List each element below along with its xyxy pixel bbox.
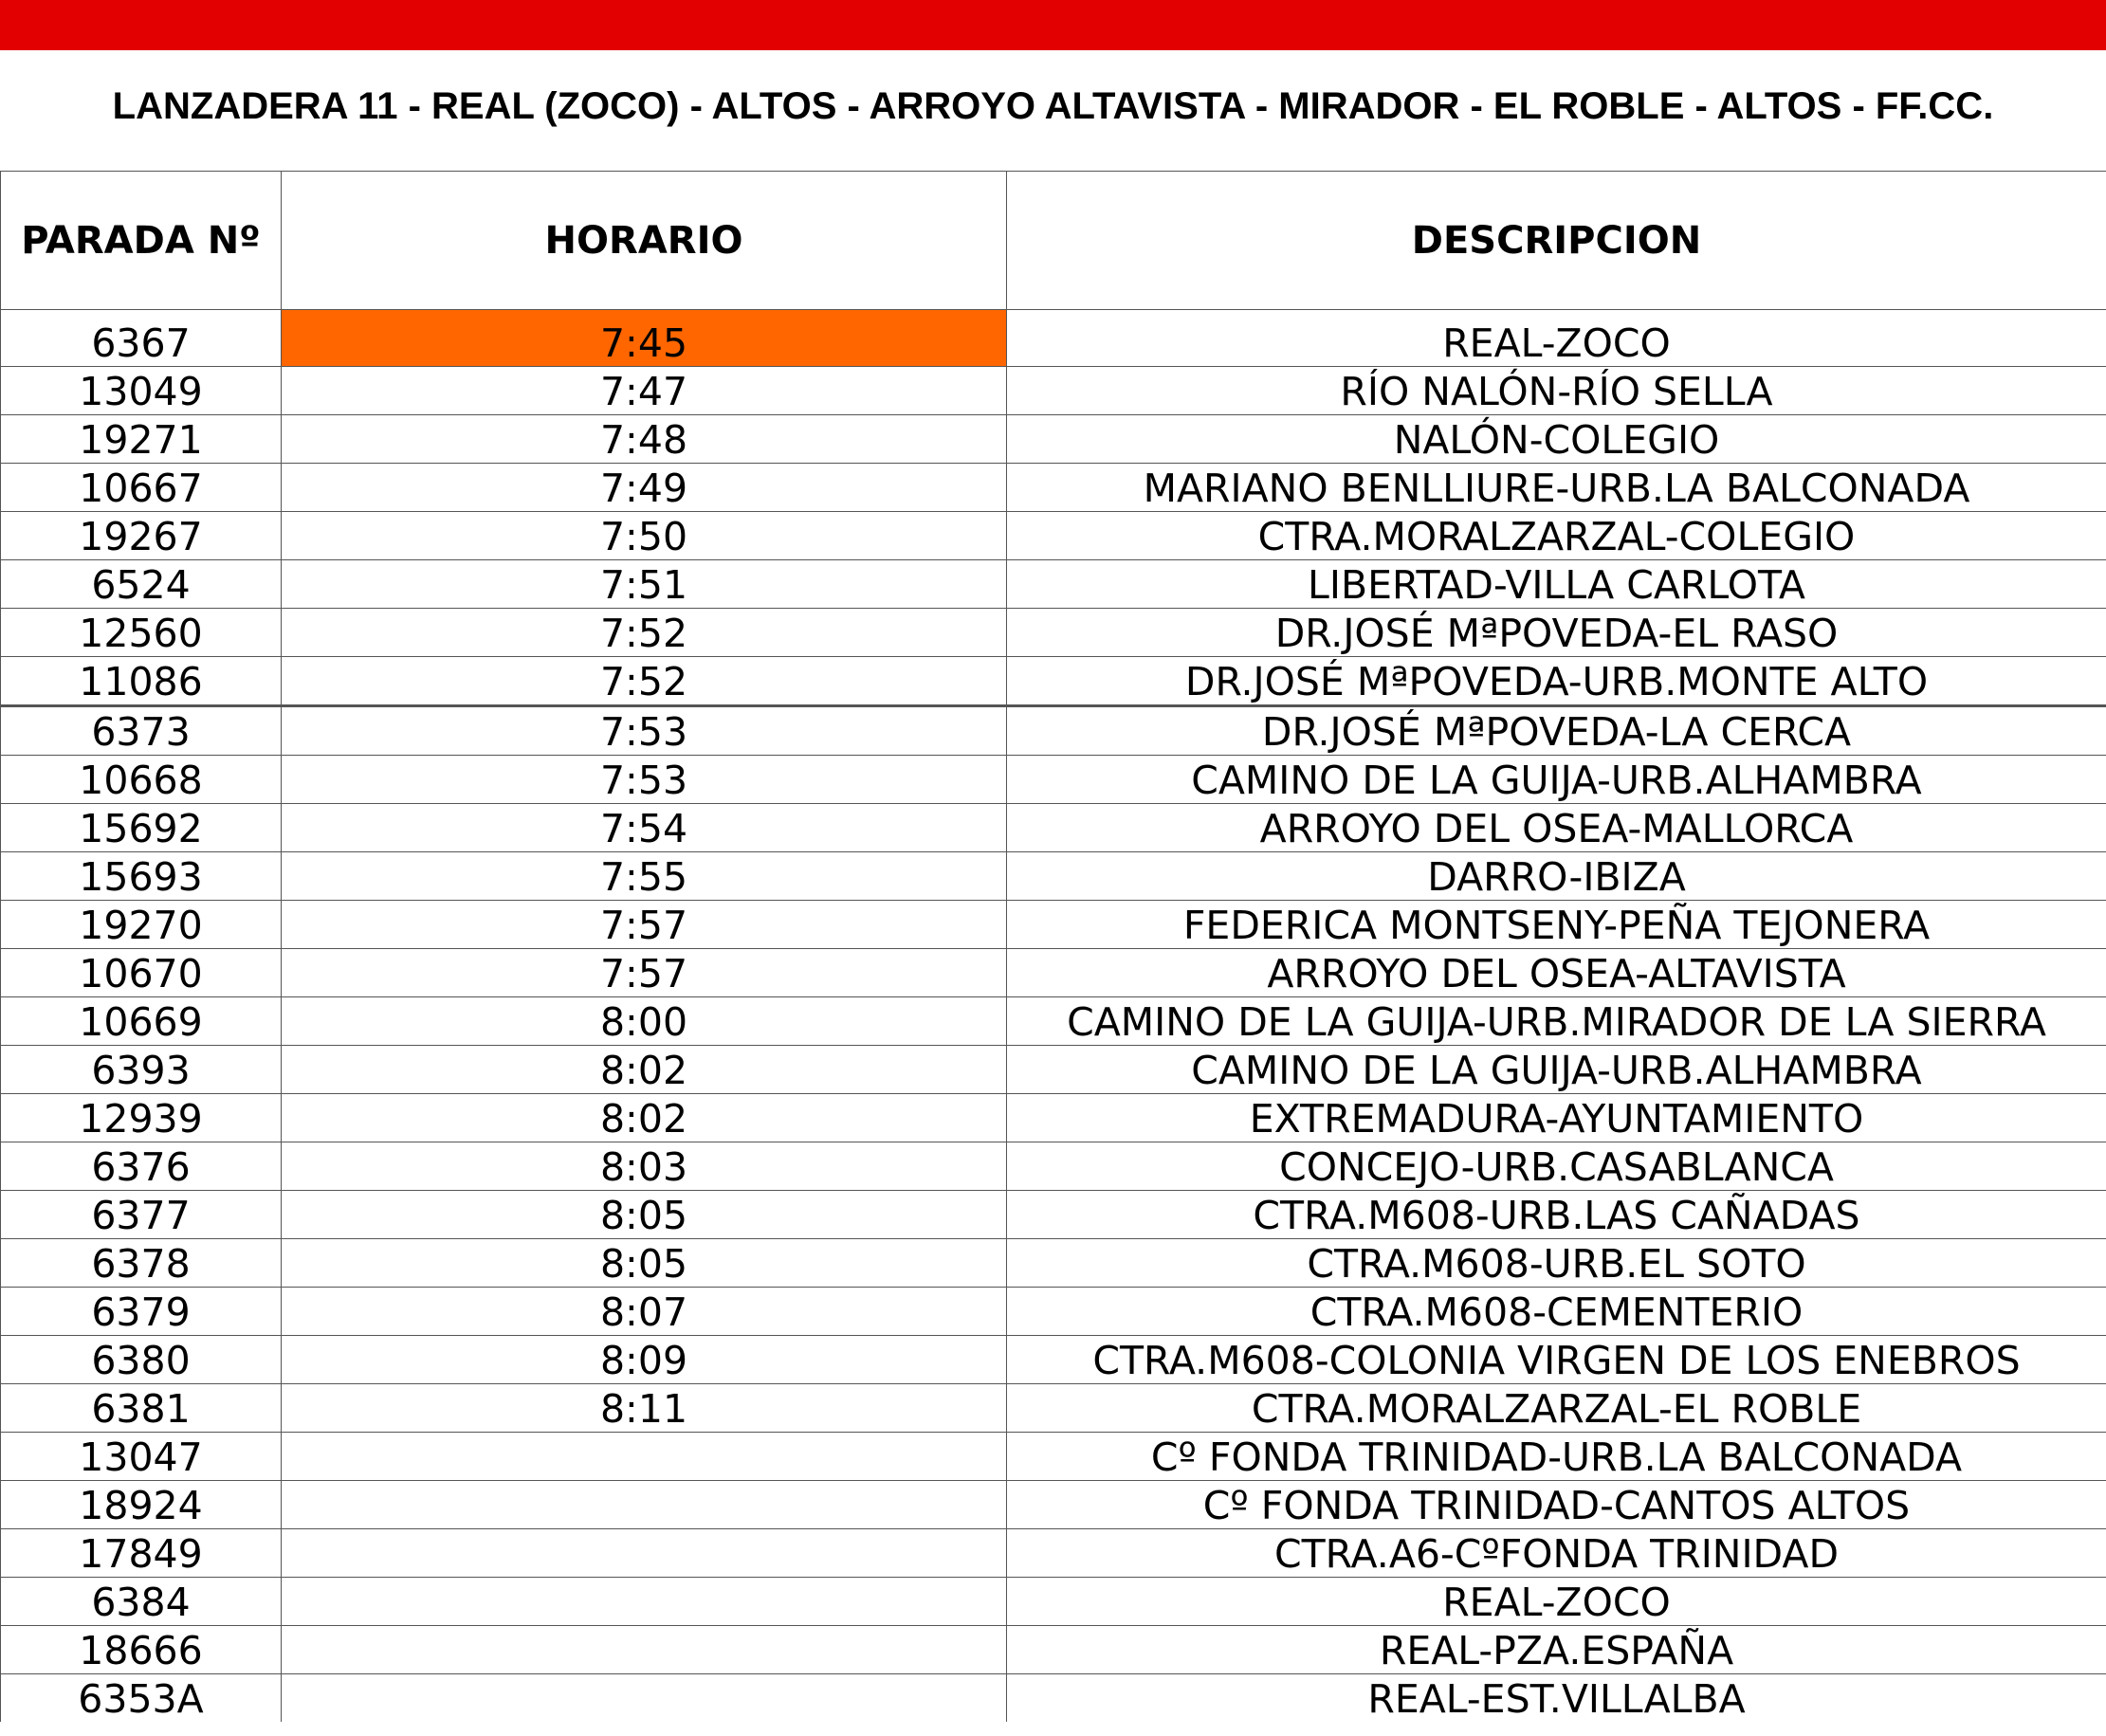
table-row (1, 415, 2106, 464)
stop-description-cell: FEDERICA MONTSENY-PEÑA TEJONERA (1007, 901, 2106, 949)
schedule-time-cell (282, 1626, 1007, 1674)
table-row (1, 1142, 2106, 1191)
stop-description-cell: DR.JOSÉ MªPOVEDA-URB.MONTE ALTO (1007, 657, 2106, 706)
page-title: LANZADERA 11 - REAL (ZOCO) - ALTOS - ARROYO ALTAVISTA - MIRADOR - EL ROBLE - ALTOS - FF.CC. (112, 85, 1994, 127)
table-row (1, 1046, 2106, 1094)
table-row (1, 949, 2106, 997)
stop-description-cell: CAMINO DE LA GUIJA-URB.MIRADOR DE LA SIERRA (1007, 997, 2106, 1046)
stop-number-cell: 6524 (1, 560, 282, 609)
stop-description-cell: DARRO-IBIZA (1007, 852, 2106, 901)
stop-description-cell: Cº FONDA TRINIDAD-CANTOS ALTOS (1007, 1481, 2106, 1529)
stop-number-cell: 6367 (1, 310, 282, 367)
schedule-time-cell: 7:51 (282, 560, 1007, 609)
schedule-time-cell: 8:02 (282, 1094, 1007, 1142)
schedule-time-cell: 7:57 (282, 949, 1007, 997)
stop-description-cell: LIBERTAD-VILLA CARLOTA (1007, 560, 2106, 609)
table-row (1, 901, 2106, 949)
stop-description-cell: MARIANO BENLLIURE-URB.LA BALCONADA (1007, 464, 2106, 512)
stop-description-cell: CTRA.MORALZARZAL-EL ROBLE (1007, 1384, 2106, 1433)
stop-number-cell: 6393 (1, 1046, 282, 1094)
schedule-time-cell: 8:03 (282, 1142, 1007, 1191)
table-row (1, 464, 2106, 512)
stop-number-cell: 6377 (1, 1191, 282, 1239)
stop-number-cell: 6378 (1, 1239, 282, 1288)
stop-number-cell: 15692 (1, 804, 282, 852)
table-row (1, 706, 2106, 756)
stop-number-cell: 10668 (1, 756, 282, 804)
stop-number-cell: 12939 (1, 1094, 282, 1142)
table-row (1, 1578, 2106, 1626)
stop-number-cell: 6384 (1, 1578, 282, 1626)
schedule-time-cell (282, 1674, 1007, 1723)
stop-number-cell: 6380 (1, 1336, 282, 1384)
stop-description-cell: DR.JOSÉ MªPOVEDA-EL RASO (1007, 609, 2106, 657)
stop-number-cell: 17849 (1, 1529, 282, 1578)
table-row (1, 657, 2106, 706)
schedule-time-cell: 7:50 (282, 512, 1007, 560)
stop-number-cell: 11086 (1, 657, 282, 706)
schedule-time-cell: 7:55 (282, 852, 1007, 901)
schedule-time-cell: 7:47 (282, 367, 1007, 415)
table-row (1, 1529, 2106, 1578)
table-row (1, 852, 2106, 901)
stop-number-cell: 18924 (1, 1481, 282, 1529)
stop-number-cell: 6381 (1, 1384, 282, 1433)
stop-number-cell: 12560 (1, 609, 282, 657)
schedule-table (0, 171, 2106, 1722)
schedule-time-cell: 8:02 (282, 1046, 1007, 1094)
stop-description-cell: RÍO NALÓN-RÍO SELLA (1007, 367, 2106, 415)
stop-description-cell: DR.JOSÉ MªPOVEDA-LA CERCA (1007, 706, 2106, 756)
table-row (1, 1384, 2106, 1433)
stop-number-cell: 15693 (1, 852, 282, 901)
table-row (1, 756, 2106, 804)
schedule-time-cell: 8:09 (282, 1336, 1007, 1384)
schedule-time-cell: 7:52 (282, 657, 1007, 706)
stop-description-cell: CTRA.MORALZARZAL-COLEGIO (1007, 512, 2106, 560)
stop-number-cell: 6353A (1, 1674, 282, 1723)
stop-description-cell: EXTREMADURA-AYUNTAMIENTO (1007, 1094, 2106, 1142)
header-schedule: HORARIO (282, 172, 1007, 310)
schedule-time-cell: 7:48 (282, 415, 1007, 464)
stop-description-cell: REAL-ZOCO (1007, 310, 2106, 367)
stop-number-cell: 6376 (1, 1142, 282, 1191)
stop-description-cell: Cº FONDA TRINIDAD-URB.LA BALCONADA (1007, 1433, 2106, 1481)
table-row (1, 367, 2106, 415)
header-stop-number: PARADA Nº (1, 172, 282, 310)
stop-description-cell: REAL-ZOCO (1007, 1578, 2106, 1626)
schedule-time-cell: 8:05 (282, 1191, 1007, 1239)
schedule-time-cell (282, 1529, 1007, 1578)
schedule-time-cell: 7:49 (282, 464, 1007, 512)
schedule-time-cell: 7:52 (282, 609, 1007, 657)
schedule-time-cell (282, 1578, 1007, 1626)
stop-description-cell: CTRA.M608-COLONIA VIRGEN DE LOS ENEBROS (1007, 1336, 2106, 1384)
schedule-time-cell: 8:07 (282, 1288, 1007, 1336)
stop-description-cell: CAMINO DE LA GUIJA-URB.ALHAMBRA (1007, 1046, 2106, 1094)
stop-number-cell: 10670 (1, 949, 282, 997)
stop-number-cell: 10667 (1, 464, 282, 512)
top-red-bar (0, 0, 2106, 50)
table-row (1, 1481, 2106, 1529)
stop-description-cell: CTRA.M608-URB.EL SOTO (1007, 1239, 2106, 1288)
table-row (1, 609, 2106, 657)
stop-number-cell: 19267 (1, 512, 282, 560)
schedule-time-cell: 7:54 (282, 804, 1007, 852)
schedule-time-cell (282, 1433, 1007, 1481)
table-row (1, 310, 2106, 367)
table-row (1, 1626, 2106, 1674)
header-row (1, 172, 2106, 310)
header-description: DESCRIPCION (1007, 172, 2106, 310)
stop-description-cell: ARROYO DEL OSEA-MALLORCA (1007, 804, 2106, 852)
stop-number-cell: 6379 (1, 1288, 282, 1336)
stop-number-cell: 19271 (1, 415, 282, 464)
stop-number-cell: 13047 (1, 1433, 282, 1481)
stop-description-cell: REAL-EST.VILLALBA (1007, 1674, 2106, 1723)
schedule-time-cell: 7:45 (282, 310, 1007, 367)
table-row (1, 1288, 2106, 1336)
table-row (1, 1674, 2106, 1723)
stop-number-cell: 19270 (1, 901, 282, 949)
stop-number-cell: 13049 (1, 367, 282, 415)
stop-description-cell: ARROYO DEL OSEA-ALTAVISTA (1007, 949, 2106, 997)
table-row (1, 1433, 2106, 1481)
table-row (1, 804, 2106, 852)
stop-number-cell: 18666 (1, 1626, 282, 1674)
schedule-time-cell: 7:53 (282, 756, 1007, 804)
table-row (1, 1094, 2106, 1142)
stop-description-cell: REAL-PZA.ESPAÑA (1007, 1626, 2106, 1674)
table-row (1, 1239, 2106, 1288)
table-row (1, 1336, 2106, 1384)
stop-description-cell: CONCEJO-URB.CASABLANCA (1007, 1142, 2106, 1191)
stop-description-cell: CTRA.M608-URB.LAS CAÑADAS (1007, 1191, 2106, 1239)
stop-number-cell: 10669 (1, 997, 282, 1046)
table-row (1, 560, 2106, 609)
stop-description-cell: CAMINO DE LA GUIJA-URB.ALHAMBRA (1007, 756, 2106, 804)
table-row (1, 512, 2106, 560)
stop-description-cell: CTRA.M608-CEMENTERIO (1007, 1288, 2106, 1336)
stop-number-cell: 6373 (1, 706, 282, 756)
schedule-time-cell: 7:53 (282, 706, 1007, 756)
stop-description-cell: NALÓN-COLEGIO (1007, 415, 2106, 464)
schedule-time-cell: 8:11 (282, 1384, 1007, 1433)
schedule-time-cell: 8:00 (282, 997, 1007, 1046)
schedule-time-cell: 7:57 (282, 901, 1007, 949)
schedule-time-cell: 8:05 (282, 1239, 1007, 1288)
stop-description-cell: CTRA.A6-CºFONDA TRINIDAD (1007, 1529, 2106, 1578)
schedule-time-cell (282, 1481, 1007, 1529)
table-row (1, 1191, 2106, 1239)
table-row (1, 997, 2106, 1046)
